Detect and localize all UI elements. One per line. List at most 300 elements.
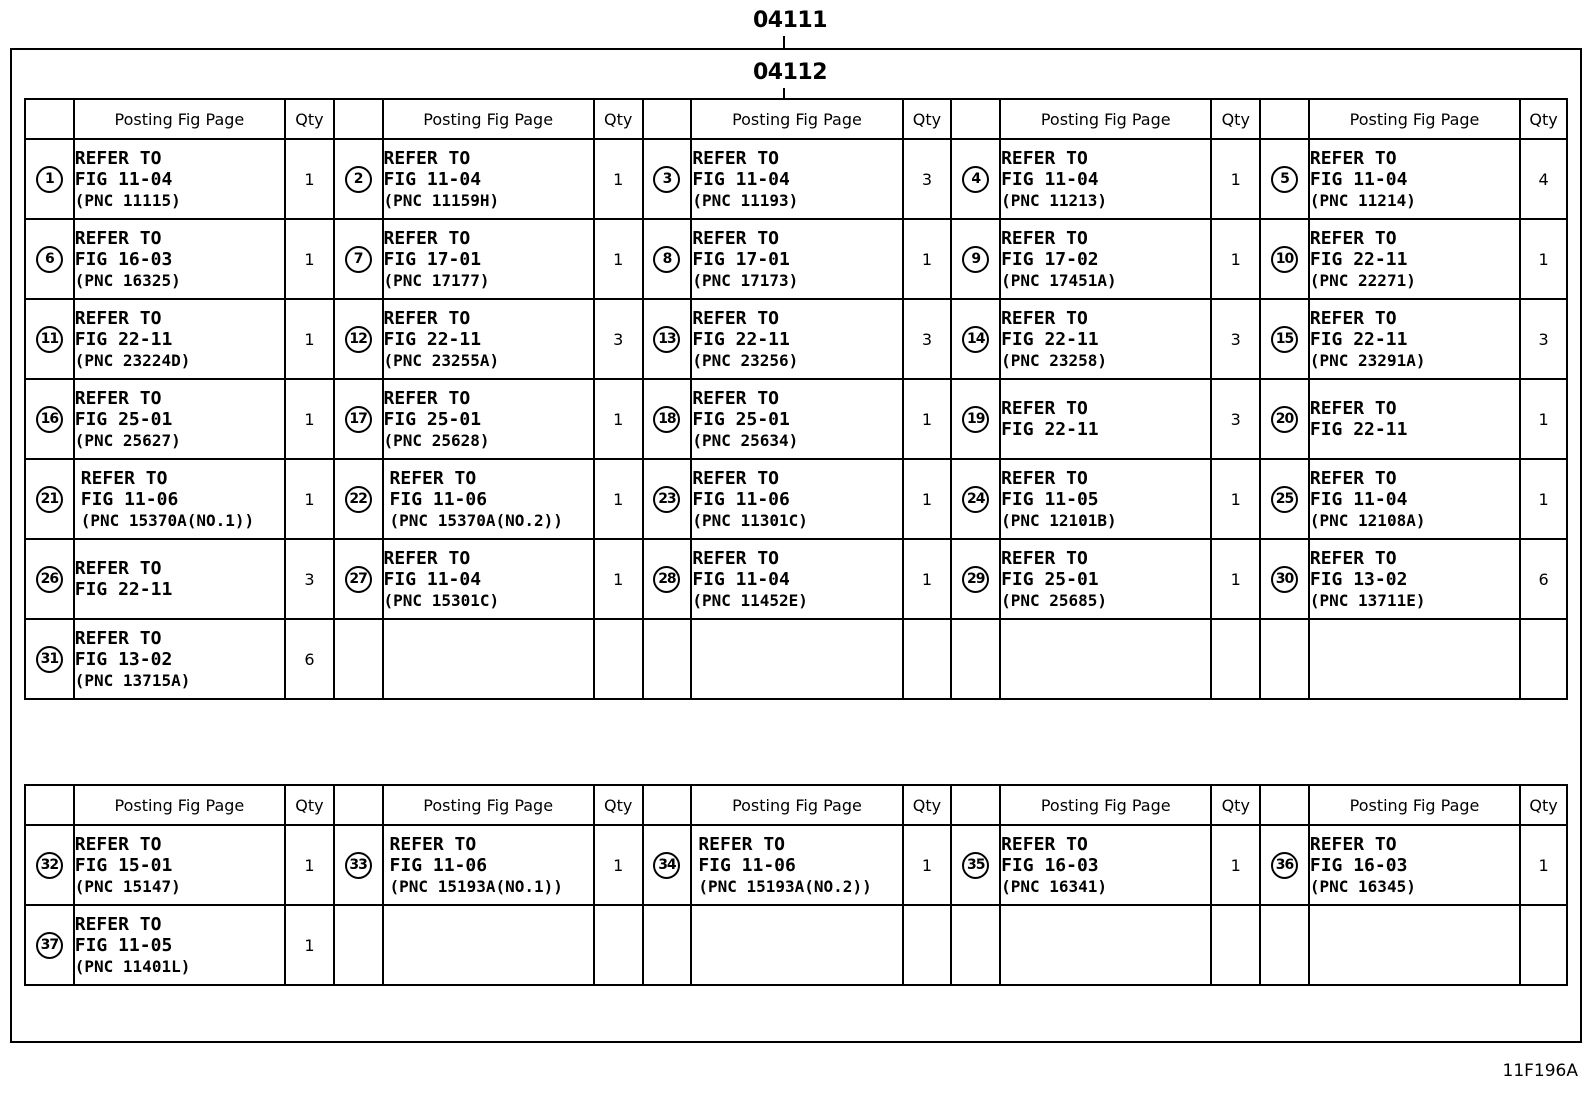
pnc-ref: (PNC 23224D) — [74, 350, 191, 370]
posting-cell — [74, 825, 285, 905]
pnc-ref: (PNC 11115) — [74, 190, 181, 210]
item-number-cell — [334, 459, 383, 539]
item-number-cell — [1260, 459, 1309, 539]
posting-cell — [691, 825, 902, 905]
refer-label: REFER TO — [692, 227, 780, 249]
posting-cell — [691, 299, 902, 379]
qty-cell: 3 — [1211, 379, 1260, 459]
item-number-cell — [951, 619, 1000, 699]
qty-cell — [903, 619, 952, 699]
refer-label: REFER TO — [692, 547, 780, 569]
refer-label: REFER TO — [692, 387, 780, 409]
posting-cell — [1000, 459, 1211, 539]
qty-header: Qty — [1520, 785, 1567, 825]
item-number-cell — [643, 299, 692, 379]
item-number-cell — [643, 459, 692, 539]
figure-ref: FIG 22-11 — [74, 579, 173, 600]
item-number-cell — [1260, 905, 1309, 985]
pnc-ref: (PNC 13711E) — [1309, 590, 1426, 610]
item-number-badge: 11 — [36, 326, 63, 353]
qty-cell — [903, 905, 952, 985]
item-number-badge: 37 — [36, 932, 63, 959]
item-number-cell — [334, 825, 383, 905]
index-header — [1260, 785, 1309, 825]
parts-table-secondary — [24, 784, 1568, 986]
qty-cell: 1 — [285, 139, 334, 219]
qty-cell: 1 — [285, 299, 334, 379]
figure-ref: FIG 25-01 — [1001, 568, 1099, 590]
refer-label: REFER TO — [1309, 833, 1397, 855]
item-number-cell — [643, 825, 692, 905]
posting-cell — [1309, 905, 1520, 985]
posting-cell — [1000, 379, 1211, 459]
posting-header: Posting Fig Page — [74, 785, 285, 825]
pnc-ref: (PNC 11193) — [692, 190, 799, 210]
posting-cell — [1309, 379, 1520, 459]
table-row — [25, 379, 1567, 459]
refer-label: REFER TO — [1001, 307, 1088, 329]
item-number-badge: 1 — [36, 166, 63, 193]
qty-cell: 1 — [903, 539, 952, 619]
figure-ref: FIG 15-01 — [74, 854, 173, 876]
pnc-ref: (PNC 15193A(NO.2)) — [698, 876, 872, 896]
qty-cell — [1211, 905, 1260, 985]
qty-cell: 1 — [1520, 219, 1567, 299]
index-header — [25, 785, 74, 825]
item-number-badge: 15 — [1271, 326, 1298, 353]
item-number-cell — [643, 379, 692, 459]
pnc-ref: (PNC 23255A) — [383, 350, 500, 370]
qty-cell — [594, 619, 643, 699]
item-number-badge: 8 — [653, 246, 680, 273]
index-header — [951, 785, 1000, 825]
pnc-ref: (PNC 23256) — [692, 350, 799, 370]
qty-cell: 6 — [1520, 539, 1567, 619]
posting-cell — [1309, 139, 1520, 219]
refer-label: REFER TO — [383, 227, 471, 249]
refer-label: REFER TO — [1309, 147, 1397, 169]
item-number-cell — [1260, 139, 1309, 219]
posting-cell — [74, 539, 285, 619]
refer-label: REFER TO — [1309, 467, 1397, 489]
item-number-cell — [25, 299, 74, 379]
refer-label: REFER TO — [383, 387, 471, 409]
item-number-cell — [1260, 539, 1309, 619]
item-number-cell — [1260, 619, 1309, 699]
qty-cell: 3 — [1211, 299, 1260, 379]
figure-ref: FIG 11-04 — [1309, 168, 1408, 190]
posting-cell — [1000, 905, 1211, 985]
item-number-cell — [25, 139, 74, 219]
item-number-badge: 12 — [345, 326, 372, 353]
figure-ref: FIG 11-06 — [692, 488, 790, 510]
figure-ref: FIG 16-03 — [74, 248, 173, 270]
item-number-badge: 9 — [962, 246, 989, 273]
item-number-cell — [25, 825, 74, 905]
refer-label: REFER TO — [74, 627, 162, 649]
pnc-ref: (PNC 25634) — [692, 430, 799, 450]
table-row — [25, 219, 1567, 299]
item-number-badge: 6 — [36, 246, 63, 273]
pnc-ref: (PNC 23258) — [1001, 350, 1108, 370]
figure-ref: FIG 22-11 — [692, 328, 790, 350]
qty-header: Qty — [285, 785, 334, 825]
figure-ref: FIG 13-02 — [74, 648, 173, 670]
posting-cell — [383, 299, 594, 379]
refer-label: REFER TO — [74, 558, 162, 579]
posting-cell — [74, 139, 285, 219]
qty-cell — [1211, 619, 1260, 699]
qty-cell: 6 — [285, 619, 334, 699]
pnc-ref: (PNC 17177) — [383, 270, 490, 290]
posting-cell — [383, 219, 594, 299]
posting-cell — [1309, 619, 1520, 699]
item-number-cell — [25, 619, 74, 699]
figure-ref: FIG 25-01 — [383, 408, 482, 430]
pnc-ref: (PNC 12101B) — [1001, 510, 1117, 530]
qty-header: Qty — [903, 99, 952, 139]
figure-ref: FIG 11-04 — [74, 168, 173, 190]
figure-ref: FIG 25-01 — [692, 408, 790, 430]
refer-label: REFER TO — [389, 467, 477, 489]
item-number-badge: 5 — [1271, 166, 1298, 193]
index-header — [1260, 99, 1309, 139]
posting-cell — [383, 619, 594, 699]
item-number-badge: 32 — [36, 852, 63, 879]
index-header — [25, 99, 74, 139]
item-number-cell — [334, 539, 383, 619]
refer-label: REFER TO — [692, 467, 780, 489]
refer-label: REFER TO — [383, 147, 471, 169]
pnc-ref: (PNC 11401L) — [74, 956, 191, 976]
refer-label: REFER TO — [74, 833, 162, 855]
refer-label: REFER TO — [1309, 398, 1397, 419]
item-number-cell — [643, 539, 692, 619]
refer-label: REFER TO — [1309, 227, 1397, 249]
posting-cell — [383, 825, 594, 905]
qty-cell: 1 — [1211, 219, 1260, 299]
pnc-ref: (PNC 16325) — [74, 270, 181, 290]
qty-header: Qty — [285, 99, 334, 139]
parts-table-main — [24, 98, 1568, 700]
posting-cell — [1000, 619, 1211, 699]
refer-label: REFER TO — [1309, 307, 1397, 329]
pnc-ref: (PNC 16345) — [1309, 876, 1416, 896]
figure-ref: FIG 11-04 — [1001, 168, 1099, 190]
qty-cell: 1 — [903, 459, 952, 539]
item-number-cell — [25, 539, 74, 619]
qty-cell: 1 — [594, 219, 643, 299]
item-number-cell — [334, 619, 383, 699]
figure-ref: FIG 11-05 — [1001, 488, 1099, 510]
item-number-badge: 33 — [345, 852, 372, 879]
item-number-cell — [25, 219, 74, 299]
qty-header: Qty — [594, 99, 643, 139]
index-header — [643, 99, 692, 139]
refer-label: REFER TO — [383, 307, 471, 329]
pnc-ref: (PNC 15147) — [74, 876, 181, 896]
pnc-ref: (PNC 25685) — [1001, 590, 1108, 610]
posting-cell — [691, 905, 902, 985]
refer-label: REFER TO — [389, 833, 477, 855]
posting-cell — [383, 459, 594, 539]
item-number-badge: 27 — [345, 566, 372, 593]
index-header — [951, 99, 1000, 139]
refer-label: REFER TO — [1309, 547, 1397, 569]
item-number-badge: 25 — [1271, 486, 1298, 513]
qty-header: Qty — [594, 785, 643, 825]
item-number-cell — [951, 905, 1000, 985]
posting-cell — [74, 459, 285, 539]
qty-cell: 1 — [1211, 139, 1260, 219]
item-number-badge: 34 — [653, 852, 680, 879]
item-number-cell — [334, 219, 383, 299]
posting-cell — [1000, 825, 1211, 905]
refer-label: REFER TO — [1001, 467, 1088, 489]
qty-header: Qty — [1520, 99, 1567, 139]
posting-cell — [691, 539, 902, 619]
item-number-badge: 3 — [653, 166, 680, 193]
figure-ref: FIG 16-03 — [1001, 854, 1099, 876]
qty-cell: 1 — [285, 379, 334, 459]
qty-cell: 3 — [903, 299, 952, 379]
refer-label: REFER TO — [74, 227, 162, 249]
qty-cell: 1 — [1211, 459, 1260, 539]
posting-cell — [74, 905, 285, 985]
table-row — [25, 299, 1567, 379]
posting-cell — [691, 379, 902, 459]
item-number-cell — [1260, 299, 1309, 379]
pnc-ref: (PNC 25628) — [383, 430, 490, 450]
item-number-cell — [951, 539, 1000, 619]
pnc-ref: (PNC 15370A(NO.1)) — [80, 510, 255, 530]
posting-header: Posting Fig Page — [383, 99, 594, 139]
posting-cell — [691, 139, 902, 219]
table-row — [25, 139, 1567, 219]
posting-header: Posting Fig Page — [383, 785, 594, 825]
item-number-cell — [1260, 825, 1309, 905]
figure-ref: FIG 17-01 — [692, 248, 790, 270]
posting-cell — [1000, 539, 1211, 619]
posting-cell — [74, 379, 285, 459]
item-number-badge: 4 — [962, 166, 989, 193]
posting-cell — [1309, 219, 1520, 299]
pnc-ref: (PNC 23291A) — [1309, 350, 1426, 370]
posting-cell — [1309, 825, 1520, 905]
pnc-ref: (PNC 17173) — [692, 270, 799, 290]
posting-cell — [74, 219, 285, 299]
qty-cell: 1 — [285, 905, 334, 985]
refer-label: REFER TO — [1001, 547, 1088, 569]
item-number-badge: 19 — [962, 406, 989, 433]
figure-ref: FIG 17-01 — [383, 248, 482, 270]
qty-cell: 3 — [285, 539, 334, 619]
qty-header: Qty — [1211, 785, 1260, 825]
item-number-badge: 2 — [345, 166, 372, 193]
figure-ref: FIG 22-11 — [1309, 328, 1408, 350]
item-number-badge: 14 — [962, 326, 989, 353]
refer-label: REFER TO — [80, 467, 168, 489]
item-number-cell — [951, 379, 1000, 459]
item-number-badge: 7 — [345, 246, 372, 273]
item-number-badge: 29 — [962, 566, 989, 593]
item-number-badge: 28 — [653, 566, 680, 593]
pnc-ref: (PNC 15301C) — [383, 590, 500, 610]
figure-ref: FIG 22-11 — [1309, 419, 1408, 440]
qty-header: Qty — [903, 785, 952, 825]
figure-ref: FIG 11-04 — [692, 168, 790, 190]
index-header — [334, 785, 383, 825]
refer-label: REFER TO — [1001, 147, 1088, 169]
posting-header: Posting Fig Page — [1309, 785, 1520, 825]
refer-label: REFER TO — [74, 913, 162, 935]
figure-ref: FIG 22-11 — [1001, 328, 1099, 350]
refer-label: REFER TO — [1001, 833, 1088, 855]
pnc-ref: (PNC 15193A(NO.1)) — [389, 876, 563, 896]
table-row — [25, 539, 1567, 619]
item-number-badge: 36 — [1271, 852, 1298, 879]
figure-ref: FIG 11-06 — [698, 854, 796, 876]
posting-cell — [383, 539, 594, 619]
figure-ref: FIG 13-02 — [1309, 568, 1408, 590]
qty-cell: 1 — [1211, 539, 1260, 619]
posting-header: Posting Fig Page — [74, 99, 285, 139]
table-row — [25, 905, 1567, 985]
qty-cell: 1 — [285, 825, 334, 905]
posting-header: Posting Fig Page — [1000, 785, 1211, 825]
item-number-cell — [951, 459, 1000, 539]
item-number-badge: 22 — [345, 486, 372, 513]
posting-header: Posting Fig Page — [1000, 99, 1211, 139]
item-number-cell — [951, 299, 1000, 379]
pnc-ref: (PNC 11301C) — [692, 510, 808, 530]
item-number-badge: 23 — [653, 486, 680, 513]
qty-cell: 1 — [1520, 379, 1567, 459]
item-number-badge: 10 — [1271, 246, 1298, 273]
figure-ref: FIG 11-04 — [692, 568, 790, 590]
posting-cell — [1000, 299, 1211, 379]
posting-cell — [74, 299, 285, 379]
refer-label: REFER TO — [74, 147, 162, 169]
posting-cell — [1309, 299, 1520, 379]
qty-cell: 1 — [594, 539, 643, 619]
header-row — [25, 785, 1567, 825]
posting-cell — [383, 379, 594, 459]
posting-cell — [1309, 539, 1520, 619]
refer-label: REFER TO — [1001, 227, 1088, 249]
sub-assembly-label: 04112 — [753, 60, 828, 85]
qty-cell: 1 — [594, 139, 643, 219]
pnc-ref: (PNC 11452E) — [692, 590, 808, 610]
pnc-ref: (PNC 11159H) — [383, 190, 500, 210]
figure-ref: FIG 11-04 — [383, 168, 482, 190]
top-assembly-label: 04111 — [753, 8, 828, 33]
figure-ref: FIG 22-11 — [1309, 248, 1408, 270]
pnc-ref: (PNC 16341) — [1001, 876, 1108, 896]
posting-cell — [691, 459, 902, 539]
figure-ref: FIG 16-03 — [1309, 854, 1408, 876]
refer-label: REFER TO — [698, 833, 786, 855]
posting-header: Posting Fig Page — [691, 785, 902, 825]
posting-cell — [1000, 139, 1211, 219]
item-number-cell — [334, 139, 383, 219]
posting-cell — [383, 139, 594, 219]
item-number-badge: 30 — [1271, 566, 1298, 593]
qty-cell: 1 — [1211, 825, 1260, 905]
qty-cell: 1 — [903, 825, 952, 905]
posting-cell — [691, 219, 902, 299]
qty-cell — [1520, 905, 1567, 985]
figure-ref: FIG 22-11 — [74, 328, 173, 350]
qty-cell: 4 — [1520, 139, 1567, 219]
item-number-badge: 35 — [962, 852, 989, 879]
posting-header: Posting Fig Page — [1309, 99, 1520, 139]
qty-cell: 1 — [903, 379, 952, 459]
item-number-cell — [951, 139, 1000, 219]
item-number-cell — [643, 219, 692, 299]
qty-cell — [1520, 619, 1567, 699]
figure-ref: FIG 25-01 — [74, 408, 173, 430]
qty-cell: 1 — [1520, 825, 1567, 905]
item-number-cell — [643, 619, 692, 699]
item-number-cell — [1260, 379, 1309, 459]
posting-cell — [691, 619, 902, 699]
figure-ref: FIG 11-06 — [389, 488, 488, 510]
qty-cell: 3 — [594, 299, 643, 379]
qty-cell — [594, 905, 643, 985]
item-number-cell — [25, 459, 74, 539]
item-number-badge: 16 — [36, 406, 63, 433]
item-number-badge: 20 — [1271, 406, 1298, 433]
posting-cell — [383, 905, 594, 985]
item-number-badge: 24 — [962, 486, 989, 513]
index-header — [643, 785, 692, 825]
item-number-badge: 18 — [653, 406, 680, 433]
pnc-ref: (PNC 25627) — [74, 430, 181, 450]
qty-cell: 1 — [594, 379, 643, 459]
qty-cell: 3 — [1520, 299, 1567, 379]
figure-ref: FIG 22-11 — [1001, 419, 1099, 440]
figure-ref: FIG 11-06 — [389, 854, 488, 876]
pnc-ref: (PNC 11214) — [1309, 190, 1416, 210]
item-number-cell — [334, 299, 383, 379]
item-number-cell — [951, 219, 1000, 299]
pnc-ref: (PNC 17451A) — [1001, 270, 1117, 290]
item-number-cell — [25, 379, 74, 459]
item-number-cell — [951, 825, 1000, 905]
figure-ref: FIG 11-04 — [1309, 488, 1408, 510]
table-row — [25, 459, 1567, 539]
item-number-cell — [334, 379, 383, 459]
header-row — [25, 99, 1567, 139]
figure-ref: FIG 11-06 — [80, 488, 179, 510]
qty-cell: 1 — [594, 825, 643, 905]
pnc-ref: (PNC 12108A) — [1309, 510, 1426, 530]
pnc-ref: (PNC 11213) — [1001, 190, 1108, 210]
qty-cell: 1 — [285, 219, 334, 299]
item-number-badge: 17 — [345, 406, 372, 433]
qty-cell: 3 — [903, 139, 952, 219]
figure-code: 11F196A — [1502, 1061, 1578, 1081]
qty-cell: 1 — [903, 219, 952, 299]
qty-cell: 1 — [1520, 459, 1567, 539]
pnc-ref: (PNC 22271) — [1309, 270, 1416, 290]
qty-header: Qty — [1211, 99, 1260, 139]
index-header — [334, 99, 383, 139]
figure-ref: FIG 11-04 — [383, 568, 482, 590]
posting-cell — [74, 619, 285, 699]
item-number-cell — [643, 139, 692, 219]
